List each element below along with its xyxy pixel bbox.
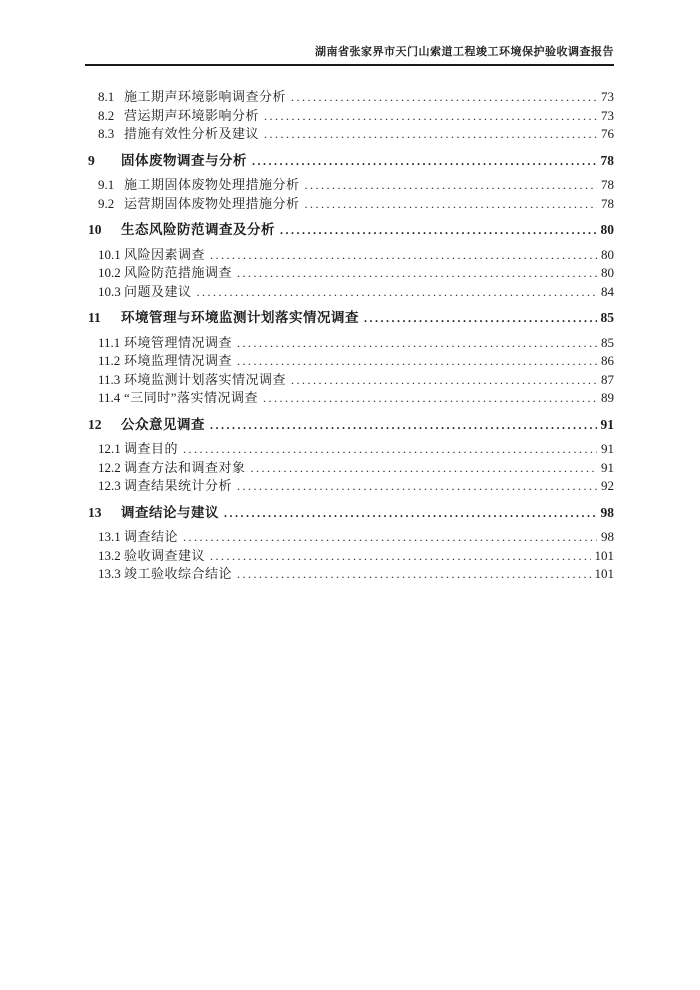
toc-leader-dots (183, 528, 597, 547)
toc-entry-page: 76 (601, 126, 614, 141)
toc-entry-page: 87 (601, 371, 614, 387)
toc-entry-number: 12.3 (98, 478, 121, 493)
page-content (85, 45, 614, 584)
toc-entry-title: 生态风险防范调查及分析 (121, 222, 275, 237)
toc-entry-title: 固体废物调查与分析 (121, 152, 247, 168)
toc-entry-number: 9 (88, 152, 95, 168)
toc-entry-number: 11.1 (98, 334, 121, 350)
toc-leader-dots (264, 125, 597, 144)
toc-leader-dots (305, 195, 597, 214)
toc-leader-dots (252, 152, 597, 172)
toc-entry-page: 101 (594, 566, 614, 581)
toc-entry-number: 13.2 (98, 547, 121, 563)
header-rule (85, 64, 614, 66)
toc-entry-page: 84 (601, 283, 614, 299)
toc-leader-dots (237, 352, 597, 371)
toc-leader-dots (305, 176, 597, 195)
toc-entry-number: 9.1 (98, 177, 115, 192)
toc-entry-page: 98 (601, 529, 614, 544)
toc-entry-title: 调查结论与建议 (121, 504, 219, 520)
toc-leader-dots (364, 309, 597, 329)
toc-entry-page: 85 (600, 310, 614, 325)
toc-leader-dots (210, 547, 590, 566)
toc-entry-number: 10.3 (98, 283, 121, 299)
toc-entry-page: 78 (601, 177, 614, 192)
toc-entry-page: 91 (601, 441, 614, 456)
toc-leader-dots (210, 246, 597, 265)
toc-entry-page: 98 (600, 504, 614, 520)
toc-entry-number: 9.2 (98, 195, 115, 211)
toc-entry-title: 营运期声环境影响分析 (124, 107, 260, 123)
toc-entry (85, 334, 614, 353)
toc-entry-title: 问题及建议 (124, 283, 192, 299)
toc-entry-title: 运营期固体废物处理措施分析 (124, 195, 300, 211)
toc-entry-page: 78 (600, 152, 614, 168)
toc-entry (85, 440, 614, 459)
toc-entry-title: 施工期声环境影响调查分析 (124, 89, 287, 104)
toc-entry (85, 459, 614, 478)
toc-entry-title: 调查方法和调查对象 (124, 459, 246, 475)
toc-entry-title: 风险防范措施调查 (124, 265, 233, 280)
table-of-contents (85, 88, 614, 584)
toc-entry (85, 565, 614, 584)
toc-entry (85, 283, 614, 302)
toc-leader-dots (237, 477, 597, 496)
toc-entry-number: 10.2 (98, 265, 121, 280)
toc-leader-dots (264, 107, 597, 126)
toc-entry (85, 503, 614, 523)
toc-leader-dots (291, 88, 597, 107)
toc-entry-page: 91 (600, 416, 614, 432)
toc-entry-title: 验收调查建议 (124, 547, 206, 563)
toc-entry-title: 环境管理情况调查 (124, 334, 233, 350)
toc-entry (85, 308, 614, 328)
toc-entry-page: 80 (601, 265, 614, 280)
toc-entry-title: 施工期固体废物处理措施分析 (124, 177, 300, 192)
toc-entry-title: 风险因素调查 (124, 246, 206, 262)
toc-entry-title: 竣工验收综合结论 (124, 566, 233, 581)
toc-entry-page: 85 (601, 334, 614, 350)
toc-leader-dots (237, 264, 597, 283)
toc-entry (85, 415, 614, 435)
toc-entry-title: 环境监测计划落实情况调查 (124, 371, 287, 387)
toc-entry-page: 86 (601, 353, 614, 368)
toc-leader-dots (237, 565, 590, 584)
toc-entry-page: 73 (601, 89, 614, 104)
toc-entry (85, 220, 614, 240)
toc-entry-page: 89 (601, 390, 614, 405)
toc-entry-number: 12.2 (98, 459, 121, 475)
toc-entry-number: 8.3 (98, 126, 115, 141)
toc-entry (85, 389, 614, 408)
toc-entry-number: 13.1 (98, 529, 121, 544)
toc-leader-dots (197, 283, 597, 302)
toc-entry (85, 264, 614, 283)
toc-entry-number: 11.2 (98, 353, 121, 368)
toc-entry-number: 12 (88, 416, 102, 432)
toc-entry-number: 11.4 (98, 390, 121, 405)
toc-leader-dots (251, 459, 597, 478)
toc-entry-title: 调查目的 (124, 441, 179, 456)
toc-entry-title: 措施有效性分析及建议 (124, 126, 260, 141)
toc-entry-page: 101 (594, 547, 614, 563)
toc-entry-number: 13.3 (98, 566, 121, 581)
toc-entry-title: 环境监理情况调查 (124, 353, 233, 368)
toc-leader-dots (237, 334, 597, 353)
toc-entry (85, 151, 614, 171)
toc-entry-number: 12.1 (98, 441, 121, 456)
page-header (85, 45, 614, 66)
toc-entry (85, 246, 614, 265)
toc-entry (85, 528, 614, 547)
toc-entry (85, 88, 614, 107)
toc-entry-number: 8.2 (98, 107, 115, 123)
toc-entry-page: 80 (600, 222, 614, 237)
toc-entry-page: 78 (601, 195, 614, 211)
toc-entry-title: 调查结果统计分析 (124, 478, 233, 493)
toc-entry (85, 107, 614, 126)
toc-entry (85, 125, 614, 144)
toc-entry (85, 195, 614, 214)
toc-leader-dots (183, 440, 597, 459)
toc-entry-page: 91 (601, 459, 614, 475)
toc-leader-dots (224, 504, 597, 524)
toc-entry-page: 80 (601, 246, 614, 262)
toc-entry-title: 环境管理与环境监测计划落实情况调查 (121, 310, 359, 325)
toc-entry-title: 公众意见调查 (121, 416, 205, 432)
toc-entry (85, 176, 614, 195)
toc-entry (85, 477, 614, 496)
toc-entry (85, 352, 614, 371)
toc-entry-number: 11 (88, 310, 101, 325)
toc-leader-dots (280, 221, 597, 241)
toc-entry-title: “三同时”落实情况调查 (124, 390, 259, 405)
toc-entry-number: 13 (88, 504, 102, 520)
toc-entry (85, 371, 614, 390)
toc-entry (85, 547, 614, 566)
toc-leader-dots (291, 371, 597, 390)
running-header-title: 湖南省张家界市天门山索道工程竣工环境保护验收调查报告 (315, 46, 614, 58)
toc-entry-number: 10 (88, 222, 102, 237)
toc-entry-page: 73 (601, 107, 614, 123)
toc-entry-number: 11.3 (98, 371, 121, 387)
toc-entry-title: 调查结论 (124, 529, 179, 544)
toc-leader-dots (210, 416, 597, 436)
toc-entry-number: 10.1 (98, 246, 121, 262)
toc-leader-dots (263, 389, 597, 408)
toc-entry-page: 92 (601, 478, 614, 493)
toc-entry-number: 8.1 (98, 89, 115, 104)
